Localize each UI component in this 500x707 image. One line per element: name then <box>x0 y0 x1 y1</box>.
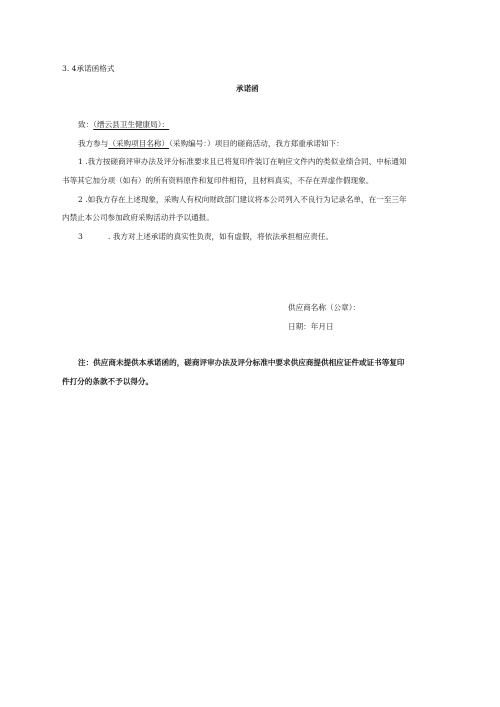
salutation <box>78 120 169 130</box>
project-name-field: （采购项目名称） <box>108 139 170 148</box>
supplier-name-label: 供应商名称（公章）： <box>288 303 361 312</box>
item-3-text: . 我方对上述承诺的真实性负责，如有虚假，将依法承担相应责任。 <box>108 232 334 241</box>
item-3-number: 3 <box>78 232 83 241</box>
section-number: 3. 4承诺函格式 <box>62 64 115 73</box>
note-line-2: 件打分的条款不予以得分。 <box>62 377 154 386</box>
item-2-line-2: 内禁止本公司参加政府采购活动并予以通报。 <box>62 213 214 222</box>
date-label: 日期：年月日 <box>288 322 334 331</box>
item-1-line-2: 书等其它加分项（如有）的所有资料原件和复印件相符，且材料真实，不存在弄虚作假现象。 <box>62 176 374 185</box>
intro-prefix: 我方参与 <box>78 139 109 148</box>
item-3 <box>78 232 333 242</box>
letter-title: 承诺函 <box>236 84 259 93</box>
note-line-1: 注：供应商未提供本承诺函的，磋商评审办法及评分标准中要求供应商提供相应证件或证书等复印 <box>78 358 405 367</box>
item-1-line-1: 1 .我方按磋商评审办法及评分标准要求且已将复印件装订在响应文件内的类似业绩合同、中标通知 <box>78 157 407 166</box>
item-2-line-1: 2 .如我方存在上述现象，采购人有权向财政部门建议将本公司列入不良行为记录名单，在一至三年 <box>78 195 407 204</box>
salutation-recipient: （缙云县卫生健康局）： <box>93 120 170 129</box>
salutation-prefix: 致： <box>78 120 94 129</box>
section-heading <box>62 64 114 74</box>
intro-suffix: （采购编号：）项目的磋商活动，我方郑重承诺如下： <box>169 139 344 148</box>
intro-paragraph <box>78 139 344 149</box>
